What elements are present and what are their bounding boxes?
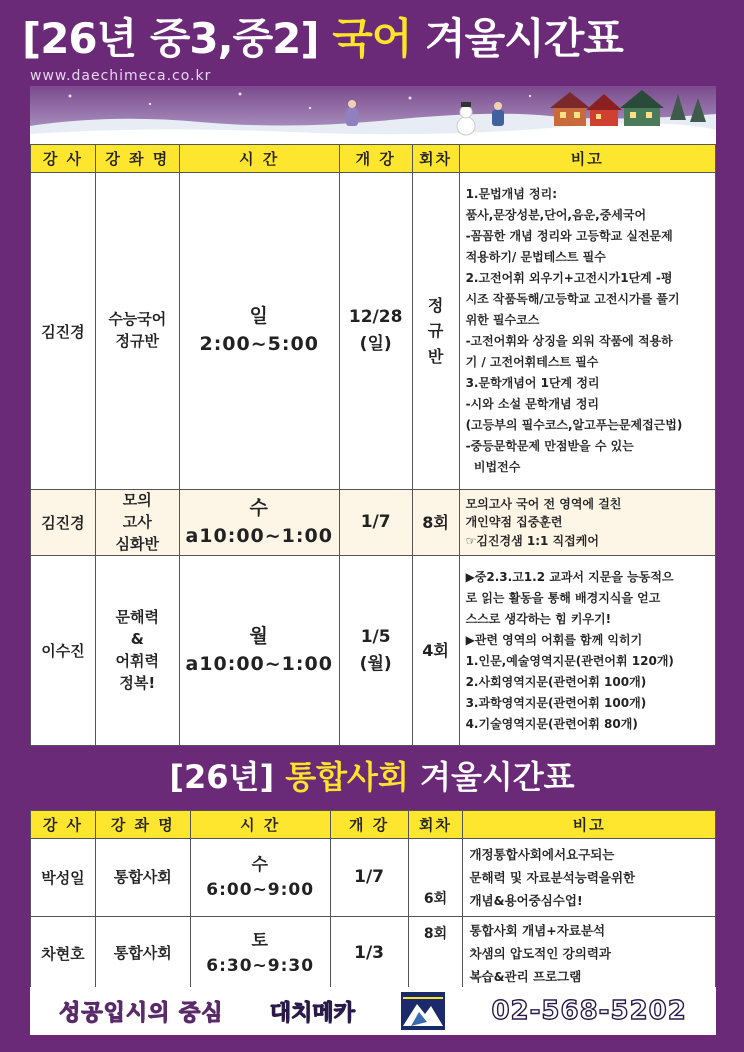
- footer-slogan: 성공입시의 중심: [59, 1000, 224, 1026]
- table-row: [31, 917, 716, 991]
- start-date: 1/7: [330, 839, 408, 917]
- header-note: 비고: [463, 811, 716, 839]
- course-note: 개정통합사회에서요구되는 문해력 및 자료분석능력을위한 개념&용어중심수업!: [463, 839, 716, 917]
- course-note: ▶중2.3.고1.2 교과서 지문을 능동적으 로 읽는 활동을 통해 배경지식을 얻고 스스로 생각하는 힘 키우기! ▶관련 영역의 어휘를 함께 익히기 1.인문,예술영역지문(관련어휘 120개) 2.사회영역지문(관련어휘 100개) 3.과학영역지문(관련어휘 100개) 4.기술영역지문(관련어휘 80개): [459, 556, 715, 746]
- table-header-row: [31, 811, 716, 839]
- teacher-name: 김진경: [31, 490, 96, 556]
- course-name: 모의 고사 심화반: [95, 490, 179, 556]
- header-start: 개 강: [330, 811, 408, 839]
- social-schedule-table: [30, 810, 716, 991]
- header-course: 강 좌 명: [95, 145, 179, 173]
- footer-brand: 대치메카: [269, 1000, 355, 1026]
- header-time: 시 간: [190, 811, 330, 839]
- course-note: 1.문법개념 정리: 품사,문장성분,단어,음운,중세국어 -꼼꼼한 개념 정리와 고등학교 실전문제 적용하기/ 문법테스트 필수 2.고전어휘 외우기+고전시가1단계 -평 시조 작품독해/고등학교 고전시가를 풀기 위한 필수코스 -고전어휘와 상징을 외워 작품에 적용하 기 / 고전어휘테스트 필수 3.문학개념어 1단계 정리 -시와 소설 문학개념 정리 (고등부의 필수코스,알고푸는문제접근법) -중등문학문제 만점받을 수 있는 비법전수: [459, 173, 715, 490]
- table-header-row: [31, 145, 716, 173]
- header-start: 개 강: [339, 145, 412, 173]
- course-note: 통합사회 개념+자료분석 차샘의 압도적인 강의력과 복습&관리 프로그램: [463, 917, 716, 991]
- course-name: 수능국어 정규반: [95, 173, 179, 490]
- header-session: 회차: [412, 145, 459, 173]
- title-subject: 국어: [332, 14, 412, 63]
- table-row: [31, 839, 716, 917]
- teacher-name: 차현호: [31, 917, 96, 991]
- section-title-prefix: [26년]: [169, 758, 275, 796]
- session-count: 4회: [412, 556, 459, 746]
- website-url: www.daechimeca.co.kr: [30, 68, 212, 84]
- header-teacher: 강 사: [31, 811, 96, 839]
- teacher-name: 이수진: [31, 556, 96, 746]
- start-date: 12/28 (일): [339, 173, 412, 490]
- start-date: 1/3: [330, 917, 408, 991]
- class-time: 수 a10:00~1:00: [179, 490, 339, 556]
- table-row: [31, 490, 716, 556]
- course-name: 통합사회: [95, 917, 190, 991]
- class-time: 월 a10:00~1:00: [179, 556, 339, 746]
- header-session: 회차: [408, 811, 463, 839]
- section-title-social: [0, 752, 744, 798]
- section-title-subject: 통합사회: [285, 758, 409, 796]
- teacher-name: 박성일: [31, 839, 96, 917]
- footer-phone: 02-568-5202: [491, 996, 687, 1026]
- header-course: 강 좌 명: [95, 811, 190, 839]
- header-note: 비고: [459, 145, 715, 173]
- mountain-logo-icon: [401, 992, 445, 1030]
- winter-scene-illustration: [30, 86, 716, 144]
- footer-banner: [30, 987, 716, 1035]
- course-name: 통합사회: [95, 839, 190, 917]
- session-count: 8회: [412, 490, 459, 556]
- header-time: 시 간: [179, 145, 339, 173]
- class-time: 토 6:30~9:30: [190, 917, 330, 991]
- korean-schedule-table: [30, 144, 716, 746]
- title-prefix: [26년 중3,중2]: [22, 14, 319, 63]
- table-row: [31, 173, 716, 490]
- title-suffix: 겨울시간표: [425, 14, 623, 63]
- start-date: 1/7: [339, 490, 412, 556]
- course-note: 모의고사 국어 전 영역에 걸친 개인약점 집중훈련 ☞김진경샘 1:1 직접케어: [459, 490, 715, 556]
- page-title: [22, 6, 623, 66]
- start-date: 1/5 (월): [339, 556, 412, 746]
- section-title-suffix: 겨울시간표: [420, 758, 575, 796]
- session-count: 6회: [408, 839, 463, 917]
- header-teacher: 강 사: [31, 145, 96, 173]
- class-time: 수 6:00~9:00: [190, 839, 330, 917]
- course-name: 문해력 & 어휘력 정복!: [95, 556, 179, 746]
- teacher-name: 김진경: [31, 173, 96, 490]
- class-time: 일 2:00~5:00: [179, 173, 339, 490]
- session-count: 정 규 반: [412, 173, 459, 490]
- table-row: [31, 556, 716, 746]
- session-count: 8회: [408, 917, 463, 991]
